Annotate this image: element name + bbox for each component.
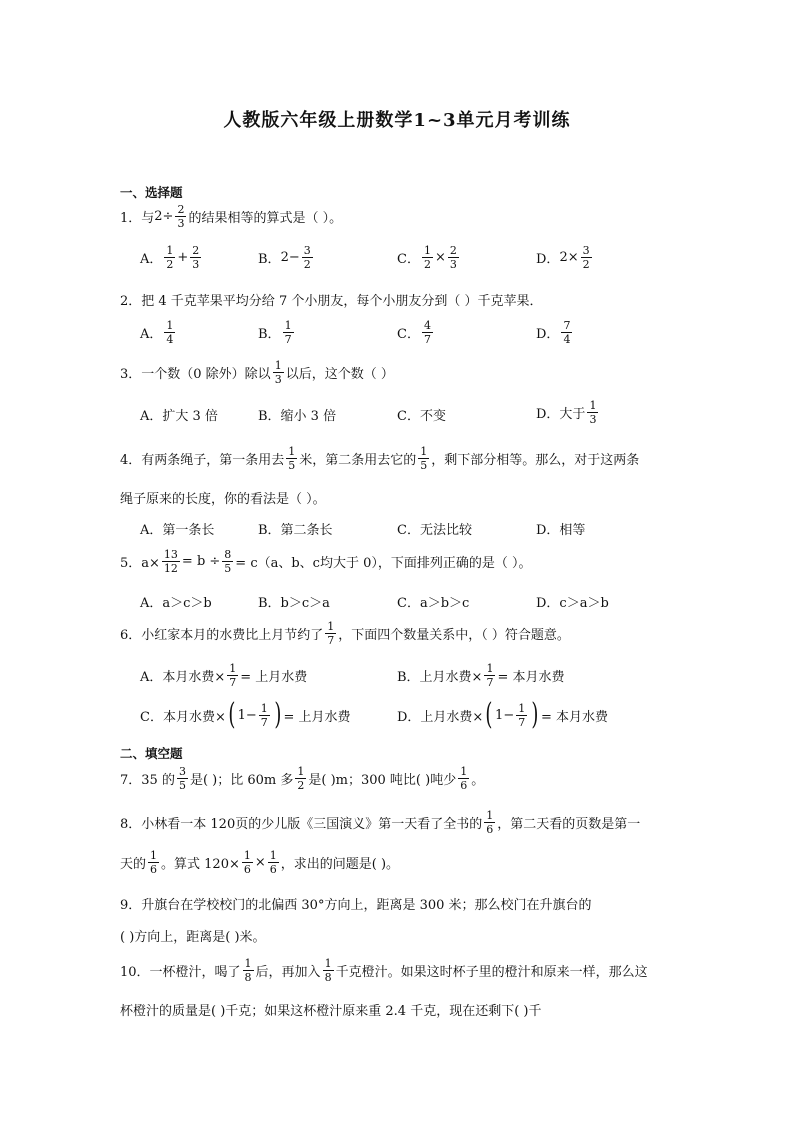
q5-option-b[interactable]: B．b＞c＞a bbox=[258, 596, 330, 611]
question-8-line-2: 天的 $\frac{1}{6}$ 。算式 120× $\frac{1}{6}$ × $\frac{1}{6}$ ，求出的问题是( )。 bbox=[120, 849, 400, 876]
question-9-line-2: ( )方向上，距离是( )米。 bbox=[120, 930, 266, 945]
section-choice-heading: 一、选择题 bbox=[120, 185, 183, 200]
q1-option-c[interactable]: C． $\frac{1}{2}$ × $\frac{2}{3}$ bbox=[397, 244, 457, 271]
page-title: 人教版六年级上册数学1~3单元月考训练 bbox=[223, 110, 571, 131]
q4-option-c[interactable]: C．无法比较 bbox=[397, 523, 472, 538]
q1-option-d[interactable]: D． 2× $\frac{3}{2}$ bbox=[536, 244, 590, 271]
question-7: 7．35 的 $\frac{3}{5}$ 是( )；比 60m 多 $\frac{1}{2}$ 是( )m；300 吨比( )吨少 $\frac{1}{6}$ 。 bbox=[120, 765, 485, 792]
question-10: 10．一杯橙汁，喝了 $\frac{1}{8}$ 后，再加入 $\frac{1}{8}$ 千克橙汁。如果这时杯子里的橙汁和原来一样，那么这 bbox=[120, 957, 648, 984]
q6-option-d[interactable]: D．上月水费× ( 1− $\frac{1}{7}$ ) = 本月水费 bbox=[397, 697, 608, 732]
fraction: $\frac{2}{3}$ bbox=[177, 203, 185, 230]
q3-option-d[interactable]: D．大于 $\frac{1}{3}$ bbox=[536, 399, 597, 426]
q1-option-b[interactable]: B． 2− $\frac{3}{2}$ bbox=[258, 244, 311, 271]
q6-option-c[interactable]: C．本月水费× ( 1− $\frac{1}{7}$ ) = 上月水费 bbox=[140, 697, 351, 732]
q2-option-a[interactable]: A． $\frac{1}{4}$ bbox=[140, 319, 174, 346]
question-10-line-2: 杯橙汁的质量是( )千克；如果这杯橙汁原来重 2.4 千克，现在还剩下( )千 bbox=[120, 1004, 542, 1019]
q2-option-b[interactable]: B． $\frac{1}{7}$ bbox=[258, 319, 292, 346]
q4-option-d[interactable]: D．相等 bbox=[536, 523, 586, 538]
section-fill-heading: 二、填空题 bbox=[120, 746, 183, 761]
question-5: 5．a× $\frac{13}{12}$ = b ÷ $\frac{8}{5}$ = c（a、b、c均大于 0），下面排列正确的是（ ）。 bbox=[120, 548, 532, 575]
question-9: 9．升旗台在学校校门的北偏西 30°方向上，距离是 300 米；那么校门在升旗台的 bbox=[120, 898, 592, 913]
q1-option-a[interactable]: A． $\frac{1}{2}$ + $\frac{2}{3}$ bbox=[140, 244, 200, 271]
q5-option-c[interactable]: C．a＞b＞c bbox=[397, 596, 470, 611]
q3-option-a[interactable]: A．扩大 3 倍 bbox=[140, 409, 218, 424]
q3-option-c[interactable]: C．不变 bbox=[397, 409, 446, 424]
q2-option-d[interactable]: D． $\frac{7}{4}$ bbox=[536, 319, 571, 346]
q6-option-b[interactable]: B．上月水费× $\frac{1}{7}$ = 本月水费 bbox=[397, 662, 565, 689]
q3-option-b[interactable]: B．缩小 3 倍 bbox=[258, 409, 337, 424]
question-1: 1．与 2÷ $\frac{2}{3}$ 的结果相等的算式是（ ）。 bbox=[120, 203, 343, 230]
question-8: 8．小林看一本 120页的少儿版《三国演义》第一天看了全书的 $\frac{1}{6}$ ，第二天看的页数是第一 bbox=[120, 809, 641, 836]
q4-option-b[interactable]: B．第二条长 bbox=[258, 523, 333, 538]
q5-option-a[interactable]: A．a＞c＞b bbox=[140, 596, 212, 611]
question-4-line-2: 绳子原来的长度，你的看法是（ ）。 bbox=[120, 492, 326, 507]
question-2: 2．把 4 千克苹果平均分给 7 个小朋友，每个小朋友分到（ ）千克苹果． bbox=[120, 294, 543, 309]
q6-option-a[interactable]: A．本月水费× $\frac{1}{7}$ = 上月水费 bbox=[140, 662, 308, 689]
q2-option-c[interactable]: C． $\frac{4}{7}$ bbox=[397, 319, 431, 346]
q4-option-a[interactable]: A．第一条长 bbox=[140, 523, 215, 538]
question-6: 6．小红家本月的水费比上月节约了 $\frac{1}{7}$ ，下面四个数量关系中，（ ）符合题意。 bbox=[120, 620, 570, 647]
question-3: 3．一个数（0 除外）除以 $\frac{1}{3}$ 以后，这个数（ ） bbox=[120, 359, 394, 386]
q5-option-d[interactable]: D．c＞a＞b bbox=[536, 596, 609, 611]
question-4: 4．有两条绳子，第一条用去 $\frac{1}{5}$ 米，第二条用去它的 $\frac{1}{5}$ ，剩下部分相等。那么，对于这两条 bbox=[120, 445, 640, 472]
